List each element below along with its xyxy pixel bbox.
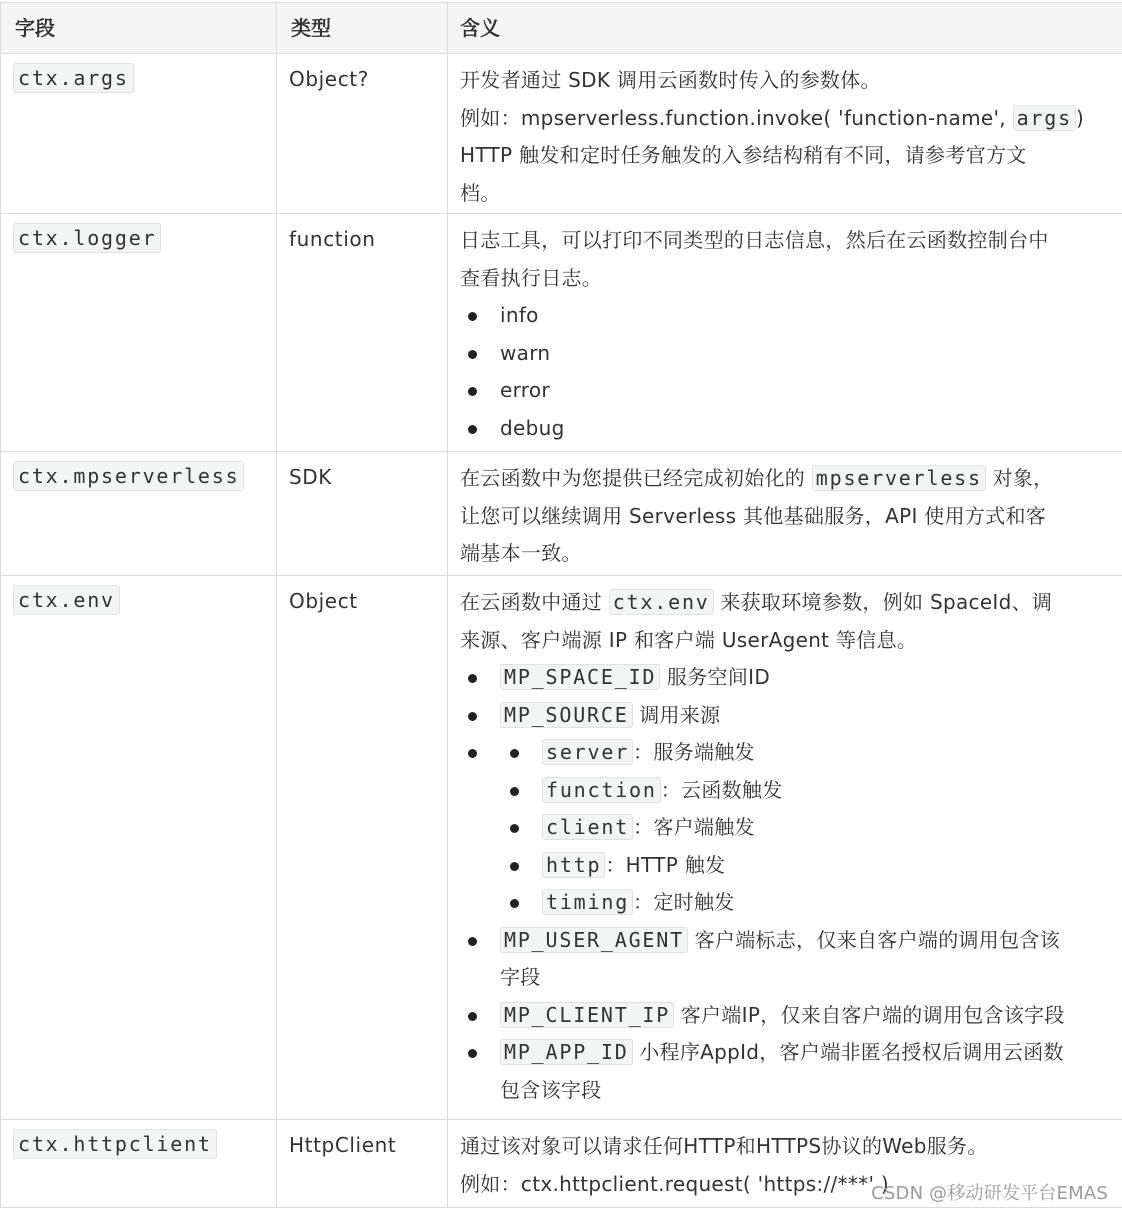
fields-table	[0, 2, 1122, 1208]
type-cell: function	[277, 214, 448, 452]
bullet-icon	[510, 749, 519, 758]
list-item-text: debug	[500, 415, 565, 440]
meaning-text: 开发者通过 SDK 调用云函数时传入的参数体。	[460, 68, 881, 92]
meaning-cell	[448, 452, 1122, 576]
bullet-icon	[468, 712, 477, 721]
field-name: ctx.env	[13, 585, 120, 615]
list-item-text: 服务空间ID	[660, 665, 771, 689]
list-item	[460, 1034, 1122, 1109]
inline-code: http	[542, 852, 605, 878]
meaning-text: HTTP 触发和定时任务触发的入参结构稍有不同，请参考官方文	[460, 143, 1027, 167]
text-segment: 来获取环境参数，例如 SpaceId、调	[713, 590, 1053, 614]
meaning-text	[460, 460, 1122, 498]
log-level-list	[460, 297, 1122, 447]
table-row	[1, 214, 1122, 452]
field-cell	[1, 452, 277, 576]
inline-code: function	[542, 777, 661, 803]
inline-code: client	[542, 814, 633, 840]
list-item-text: error	[500, 378, 550, 402]
watermark: CSDN @移动研发平台EMAS	[871, 1183, 1108, 1204]
field-cell	[1, 576, 277, 1120]
field-name: ctx.logger	[13, 223, 161, 253]
meaning-text	[460, 584, 1122, 622]
inline-code: timing	[542, 889, 633, 915]
meaning-cell	[448, 214, 1122, 452]
type-cell: HttpClient	[277, 1120, 448, 1208]
inline-code: ctx.env	[609, 589, 714, 615]
field-name: ctx.args	[13, 63, 134, 93]
meaning-example	[460, 100, 1122, 138]
list-item-text: 客户端IP，仅来自客户端的调用包含该字段	[674, 1002, 1065, 1027]
bullet-icon	[468, 387, 477, 396]
list-item-text: 小程序AppId，客户端非匿名授权后调用云函数	[632, 1040, 1064, 1064]
field-cell	[1, 54, 277, 214]
list-item-text: 调用来源	[632, 702, 721, 727]
meaning-cell	[448, 54, 1122, 214]
list-item	[460, 997, 1122, 1035]
list-item	[460, 697, 1122, 735]
field-name: ctx.mpserverless	[13, 461, 244, 491]
type-cell: Object	[277, 576, 448, 1120]
text-segment: 在云函数中通过	[460, 590, 609, 614]
bullet-icon	[468, 1012, 477, 1021]
list-item-text: warn	[500, 340, 551, 365]
list-item	[460, 297, 1122, 335]
header-type: 类型	[277, 3, 448, 54]
bullet-icon	[468, 425, 477, 434]
bullet-icon	[510, 862, 519, 871]
list-item-line	[500, 1034, 1122, 1072]
meaning-cell	[448, 576, 1122, 1120]
inline-code: MP_APP_ID	[500, 1039, 633, 1065]
inline-code: MP_SOURCE	[500, 702, 633, 728]
bullet-icon	[468, 312, 477, 321]
list-item	[460, 922, 1122, 997]
table-row	[1, 576, 1122, 1120]
type-cell: Object?	[277, 54, 448, 214]
bullet-icon	[468, 1049, 477, 1058]
header-meaning: 含义	[448, 3, 1122, 54]
bullet-icon	[468, 937, 477, 946]
list-item-text: 包含该字段	[500, 1077, 602, 1102]
list-item	[460, 809, 1122, 847]
field-cell	[1, 214, 277, 452]
inline-code: args	[1013, 105, 1076, 131]
inline-code: mpserverless	[812, 465, 986, 491]
text-segment: 对象，	[985, 466, 1054, 490]
list-item	[460, 372, 1122, 410]
example-text: 例如：mpserverless.function.invoke( 'function-name',	[460, 105, 1013, 130]
bullet-icon	[510, 824, 519, 833]
list-item	[460, 410, 1122, 448]
list-item-text: 客户端标志，仅来自客户端的调用包含该	[687, 927, 1060, 952]
inline-code: server	[542, 739, 633, 765]
list-item-text: ：HTTP 触发	[605, 852, 726, 877]
list-item-line	[500, 922, 1122, 960]
list-item	[460, 734, 1122, 772]
meaning-text: 查看执行日志。	[460, 265, 603, 290]
bullet-icon	[468, 350, 477, 359]
bullet-icon	[468, 674, 477, 683]
list-item-text: ：服务端触发	[633, 740, 755, 764]
list-item-text: 字段	[500, 965, 541, 989]
inline-code: MP_CLIENT_IP	[500, 1002, 674, 1028]
list-item-text: ：云函数触发	[660, 777, 783, 802]
bullet-icon	[468, 749, 477, 758]
inline-code: MP_USER_AGENT	[500, 927, 688, 953]
table-row	[1, 452, 1122, 576]
meaning-text: 端基本一致。	[460, 541, 582, 565]
list-item-text: ：定时触发	[633, 890, 735, 914]
meaning-text: 让您可以继续调用 Serverless 其他基础服务，API 使用方式和客	[460, 503, 1047, 528]
list-item	[460, 659, 1122, 697]
env-param-list	[460, 659, 1122, 1109]
bullet-icon	[510, 787, 519, 796]
field-cell	[1, 1120, 277, 1208]
meaning-text: 日志工具，可以打印不同类型的日志信息，然后在云函数控制台中	[460, 228, 1049, 252]
example-text-end: )	[1075, 105, 1085, 130]
type-cell: SDK	[277, 452, 448, 576]
list-item	[460, 847, 1122, 885]
meaning-example: 例如：ctx.httpclient.request( 'https://***' )	[460, 1171, 890, 1196]
list-item-text: info	[500, 303, 539, 327]
bullet-icon	[510, 899, 519, 908]
field-name: ctx.httpclient	[13, 1129, 217, 1159]
header-field: 字段	[1, 3, 277, 54]
meaning-text: 档。	[460, 180, 501, 205]
table-header-row	[1, 3, 1122, 54]
list-item-text: ：客户端触发	[633, 815, 755, 839]
inline-code: MP_SPACE_ID	[500, 664, 660, 690]
table-row	[1, 54, 1122, 214]
list-item	[460, 884, 1122, 922]
meaning-text: 通过该对象可以请求任何HTTP和HTTPS协议的Web服务。	[460, 1134, 988, 1158]
list-item	[460, 772, 1122, 810]
text-segment: 在云函数中为您提供已经完成初始化的	[460, 466, 812, 490]
meaning-text: 来源、客户端源 IP 和客户端 UserAgent 等信息。	[460, 627, 918, 652]
list-item	[460, 335, 1122, 373]
